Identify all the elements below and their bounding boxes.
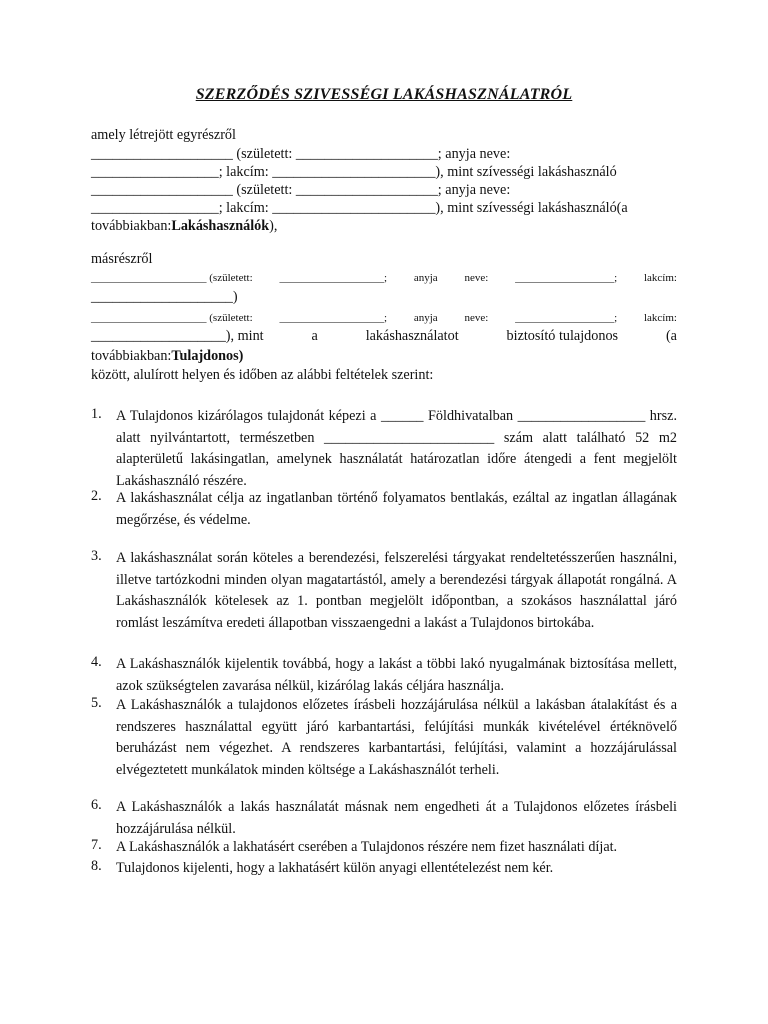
owner-line-4-part: a bbox=[311, 328, 318, 344]
clause-text: A lakáshasználat célja az ingatlanban történő folyamatos bentlakás, ezáltal az ingatlan állagának megőrzése, és védelme. bbox=[116, 490, 677, 528]
intro-line-6-prefix: továbbiakban: bbox=[91, 218, 172, 234]
intro-line-1: amely létrejött egyrészről bbox=[91, 127, 236, 143]
clause-number: 3. bbox=[91, 548, 102, 564]
owner-line-4-part: biztosító tulajdonos bbox=[506, 328, 619, 344]
clause-number: 5. bbox=[91, 695, 102, 711]
clause-text: A Lakáshasználók a tulajdonos előzetes írásbeli hozzájárulása nélkül a lakásban átalakítást és a rendszeres használattal együtt járó karbantartási, felújítási munkák kivételével értéknövelő beruházást nem végezhet. A rendszeres karbantartási, felújítási, valamint a hozzájárulással elvégeztetett munkálatok minden költsége a Lakáshasználót terheli. bbox=[116, 697, 677, 778]
clause-number: 6. bbox=[91, 797, 102, 813]
owner-term: Tulajdonos) bbox=[171, 348, 244, 364]
clause-3 bbox=[91, 548, 677, 634]
intro-line-6 bbox=[91, 217, 677, 235]
clause-6 bbox=[91, 797, 677, 840]
clause-5 bbox=[91, 695, 677, 781]
intro-line-4: ____________________ (született: ____________________; anyja neve: bbox=[91, 182, 511, 198]
intro-line-3: __________________; lakcím: _______________________), mint szívességi lakáshasználó bbox=[91, 164, 617, 180]
owner-line-3-part: __________________; bbox=[515, 312, 618, 324]
owner-line-4-part: ___________________), mint bbox=[91, 328, 264, 344]
owner-line-4 bbox=[91, 327, 677, 345]
intro-line-6-suffix: ), bbox=[269, 218, 278, 234]
clause-number: 8. bbox=[91, 858, 102, 874]
owner-line-5-prefix: továbbiakban: bbox=[91, 348, 172, 364]
clause-8 bbox=[91, 858, 677, 880]
owner-line-3-part: _____________________ (született: bbox=[91, 312, 253, 324]
clause-text: Tulajdonos kijelenti, hogy a lakhatásért külön anyagi ellentételezést nem kér. bbox=[116, 860, 554, 876]
owner-line-1-part: neve: bbox=[464, 272, 489, 284]
owner-intro: másrészről bbox=[91, 251, 153, 267]
clause-text: A lakáshasználat során köteles a berendezési, felszerelési tárgyakat rendeltetésszerűen használni, illetve tartózkodni minden olyan magatartástól, amely a berendezési tárgyak állapotát rongálná. A Lakáshasználók kötelesek az 1. pontban megjelölt időpontban, a szokásos használattal járó romlást leszámítva eredeti állapotban visszaengedni a lakást a Tulajdonos birtokába. bbox=[116, 550, 677, 631]
clause-number: 4. bbox=[91, 654, 102, 670]
intro-line-2: ____________________ (született: ____________________; anyja neve: bbox=[91, 146, 511, 162]
owner-line-3 bbox=[91, 309, 677, 327]
clause-number: 1. bbox=[91, 406, 102, 422]
owner-line-2: ____________________) bbox=[91, 289, 238, 305]
clause-text: A Tulajdonos kizárólagos tulajdonát képezi a ______ Földhivatalban __________________ hrsz. alatt nyilvántartott, természetben ________________________ szám alatt található 52 m2 alapterületű lakásingatlan, amelynek használatát határozatlan időre átengedi a fent megjelölt Lakáshasználó részére. bbox=[116, 408, 677, 489]
owner-line-1-part: __________________; bbox=[515, 272, 618, 284]
owner-line-4-part: lakáshasználatot bbox=[365, 328, 459, 344]
owner-line-3-part: ___________________; bbox=[279, 312, 387, 324]
clause-number: 7. bbox=[91, 837, 102, 853]
owner-line-1-part: anyja bbox=[413, 272, 438, 284]
clause-number: 2. bbox=[91, 488, 102, 504]
clause-text: A Lakáshasználók a lakás használatát másnak nem engedheti át a Tulajdonos előzetes írásbeli hozzájárulása nélkül. bbox=[116, 799, 677, 837]
owner-line-3-part: anyja bbox=[413, 312, 438, 324]
lessees-term: Lakáshasználók bbox=[171, 218, 270, 234]
clause-text: A Lakáshasználók a lakhatásért cserében a Tulajdonos részére nem fizet használati díjat. bbox=[116, 839, 618, 855]
intro-line-5: __________________; lakcím: _______________________), mint szívességi lakáshasználó(a bbox=[91, 200, 628, 216]
owner-line-4-part: (a bbox=[665, 328, 677, 344]
clause-text: A Lakáshasználók kijelentik továbbá, hogy a lakást a többi lakó nyugalmának biztosítása mellett, azok szükségtelen zavarása nélkül, kizárólag lakás céljára használja. bbox=[116, 656, 677, 694]
owner-line-1 bbox=[91, 269, 677, 287]
clause-2 bbox=[91, 488, 677, 531]
owner-line-5 bbox=[91, 347, 677, 365]
clause-4 bbox=[91, 654, 677, 697]
owner-line-1-part: ___________________; bbox=[279, 272, 387, 284]
clause-7 bbox=[91, 837, 677, 859]
owner-line-3-part: lakcím: bbox=[643, 312, 677, 324]
clause-1 bbox=[91, 406, 677, 492]
owner-line-3-part: neve: bbox=[464, 312, 489, 324]
document-title: SZERZŐDÉS SZIVESSÉGI LAKÁSHASZNÁLATRÓL bbox=[195, 86, 573, 103]
owner-line-6: között, alulírott helyen és időben az alábbi feltételek szerint: bbox=[91, 367, 434, 383]
owner-line-1-part: _____________________ (született: bbox=[91, 272, 253, 284]
owner-line-1-part: lakcím: bbox=[643, 272, 677, 284]
